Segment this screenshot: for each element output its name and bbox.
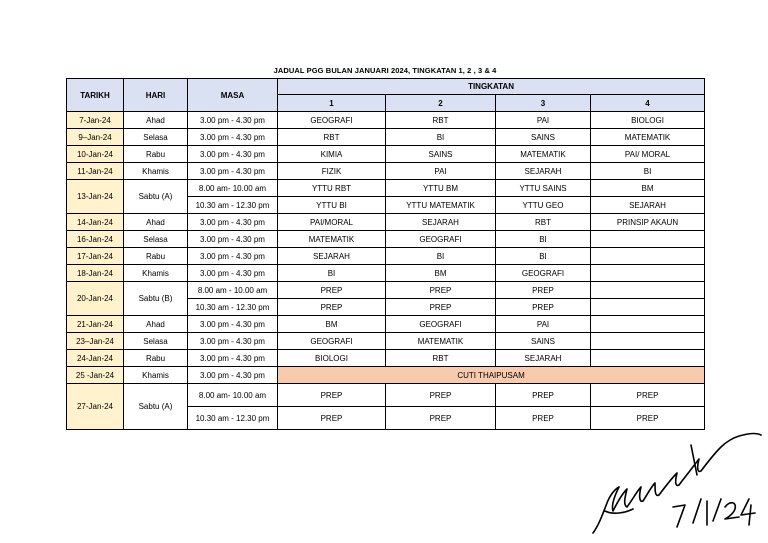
header-tarikh: TARIKH [67,79,124,112]
subject-cell-level-2: SAINS [386,146,496,163]
subject-cell-level-2: PREP [386,299,496,316]
day-cell: Khamis [124,265,188,282]
date-cell: 14-Jan-24 [67,214,124,231]
subject-cell-level-4: BM [591,180,705,197]
time-cell: 10.30 am - 12.30 pm [188,197,278,214]
subject-cell-level-2: BM [386,265,496,282]
subject-cell-level-4 [591,333,705,350]
date-cell: 17-Jan-24 [67,248,124,265]
subject-cell-level-3: GEOGRAFI [496,265,591,282]
header-masa: MASA [188,79,278,112]
subject-cell-level-1: YTTU BI [278,197,386,214]
date-cell: 18-Jan-24 [67,265,124,282]
table-row [67,367,705,384]
subject-cell-level-2: PREP [386,282,496,299]
day-cell: Sabtu (A) [124,180,188,214]
subject-cell-level-3: PREP [496,407,591,430]
subject-cell-level-4 [591,265,705,282]
subject-cell-level-3: PAI [496,112,591,129]
subject-cell-level-2: YTTU MATEMATIK [386,197,496,214]
table-row [67,146,705,163]
subject-cell-level-2: PREP [386,384,496,407]
day-cell: Khamis [124,163,188,180]
time-cell: 3.00 pm - 4.30 pm [188,316,278,333]
subject-cell-level-4 [591,316,705,333]
subject-cell-level-1: RBT [278,129,386,146]
header-level-1: 1 [278,95,386,112]
subject-cell-level-4: BI [591,163,705,180]
table-row [67,129,705,146]
day-cell: Selasa [124,333,188,350]
date-cell: 13-Jan-24 [67,180,124,214]
subject-cell-level-3: SEJARAH [496,163,591,180]
subject-cell-level-2: GEOGRAFI [386,231,496,248]
document-title: JADUAL PGG BULAN JANUARI 2024, TINGKATAN 1, 2 , 3 & 4 [273,66,497,75]
subject-cell-level-3: BI [496,231,591,248]
date-cell: 11-Jan-24 [67,163,124,180]
subject-cell-level-1: PREP [278,407,386,430]
table-row [67,316,705,333]
table-row [67,214,705,231]
date-cell: 21-Jan-24 [67,316,124,333]
time-cell: 3.00 pm - 4.30 pm [188,367,278,384]
time-cell: 8.00 am - 10.00 am [188,282,278,299]
subject-cell-level-1: KIMIA [278,146,386,163]
table-row [67,248,705,265]
header-hari: HARI [124,79,188,112]
time-cell: 3.00 pm - 4.30 pm [188,333,278,350]
day-cell: Ahad [124,316,188,333]
table-row [67,350,705,367]
subject-cell-level-3: RBT [496,214,591,231]
subject-cell-level-4: PAI/ MORAL [591,146,705,163]
date-cell: 20-Jan-24 [67,282,124,316]
subject-cell-level-4 [591,350,705,367]
subject-cell-level-3: PREP [496,384,591,407]
table-row [67,163,705,180]
subject-cell-level-1: MATEMATIK [278,231,386,248]
time-cell: 3.00 pm - 4.30 pm [188,248,278,265]
subject-cell-level-3: PREP [496,282,591,299]
subject-cell-level-3: MATEMATIK [496,146,591,163]
header-tingkatan: TINGKATAN [278,79,705,95]
date-cell: 23–Jan-24 [67,333,124,350]
subject-cell-level-3: BI [496,248,591,265]
subject-cell-level-1: FIZIK [278,163,386,180]
table-row [67,282,705,299]
date-cell: 27-Jan-24 [67,384,124,430]
subject-cell-level-4 [591,248,705,265]
subject-cell-level-2: PREP [386,407,496,430]
time-cell: 3.00 pm - 4.30 pm [188,350,278,367]
subject-cell-level-4: PREP [591,407,705,430]
subject-cell-level-1: YTTU RBT [278,180,386,197]
subject-cell-level-1: BI [278,265,386,282]
day-cell: Sabtu (A) [124,384,188,430]
subject-cell-level-4: MATEMATIK [591,129,705,146]
time-cell: 3.00 pm - 4.30 pm [188,214,278,231]
day-cell: Rabu [124,248,188,265]
time-cell: 3.00 pm - 4.30 pm [188,129,278,146]
subject-cell-level-1: SEJARAH [278,248,386,265]
subject-cell-level-4: PRINSIP AKAUN [591,214,705,231]
subject-cell-level-1: PREP [278,299,386,316]
subject-cell-level-3: YTTU SAINS [496,180,591,197]
subject-cell-level-3: SAINS [496,129,591,146]
subject-cell-level-1: PAI/MORAL [278,214,386,231]
schedule-table [66,78,705,430]
subject-cell-level-3: PREP [496,299,591,316]
subject-cell-level-4 [591,299,705,316]
date-cell: 10-Jan-24 [67,146,124,163]
subject-cell-level-1: BM [278,316,386,333]
table-row [67,180,705,197]
subject-cell-level-2: RBT [386,350,496,367]
date-cell: 24-Jan-24 [67,350,124,367]
subject-cell-level-4 [591,231,705,248]
subject-cell-level-2: SEJARAH [386,214,496,231]
day-cell: Ahad [124,214,188,231]
day-cell: Rabu [124,146,188,163]
subject-cell-level-4: BIOLOGI [591,112,705,129]
day-cell: Khamis [124,367,188,384]
table-row [67,333,705,350]
subject-cell-level-2: BI [386,248,496,265]
subject-cell-level-1: PREP [278,384,386,407]
subject-cell-level-3: YTTU GEO [496,197,591,214]
holiday-cell: CUTI THAIPUSAM [278,367,705,384]
table-row [67,231,705,248]
subject-cell-level-4: SEJARAH [591,197,705,214]
time-cell: 10.30 am - 12.30 pm [188,299,278,316]
subject-cell-level-1: PREP [278,282,386,299]
time-cell: 3.00 pm - 4.30 pm [188,163,278,180]
day-cell: Ahad [124,112,188,129]
subject-cell-level-2: PAI [386,163,496,180]
date-cell: 16-Jan-24 [67,231,124,248]
subject-cell-level-1: GEOGRAFI [278,333,386,350]
subject-cell-level-4: PREP [591,384,705,407]
time-cell: 8.00 am- 10.00 am [188,180,278,197]
day-cell: Selasa [124,129,188,146]
handwritten-signature [585,415,765,540]
subject-cell-level-4 [591,282,705,299]
header-level-3: 3 [496,95,591,112]
time-cell: 10.30 am - 12.30 pm [188,407,278,430]
date-cell: 9–Jan-24 [67,129,124,146]
date-cell: 7-Jan-24 [67,112,124,129]
subject-cell-level-1: BIOLOGI [278,350,386,367]
subject-cell-level-1: GEOGRAFI [278,112,386,129]
day-cell: Rabu [124,350,188,367]
time-cell: 8.00 am- 10.00 am [188,384,278,407]
date-cell: 25 -Jan-24 [67,367,124,384]
time-cell: 3.00 pm - 4.30 pm [188,231,278,248]
day-cell: Selasa [124,231,188,248]
subject-cell-level-3: SEJARAH [496,350,591,367]
table-row [67,265,705,282]
header-level-4: 4 [591,95,705,112]
subject-cell-level-3: SAINS [496,333,591,350]
time-cell: 3.00 pm - 4.30 pm [188,112,278,129]
table-row [67,112,705,129]
header-level-2: 2 [386,95,496,112]
subject-cell-level-2: BI [386,129,496,146]
subject-cell-level-2: MATEMATIK [386,333,496,350]
day-cell: Sabtu (B) [124,282,188,316]
subject-cell-level-2: RBT [386,112,496,129]
subject-cell-level-3: PAI [496,316,591,333]
subject-cell-level-2: YTTU BM [386,180,496,197]
table-row [67,384,705,407]
time-cell: 3.00 pm - 4.30 pm [188,146,278,163]
time-cell: 3.00 pm - 4.30 pm [188,265,278,282]
subject-cell-level-2: GEOGRAFI [386,316,496,333]
